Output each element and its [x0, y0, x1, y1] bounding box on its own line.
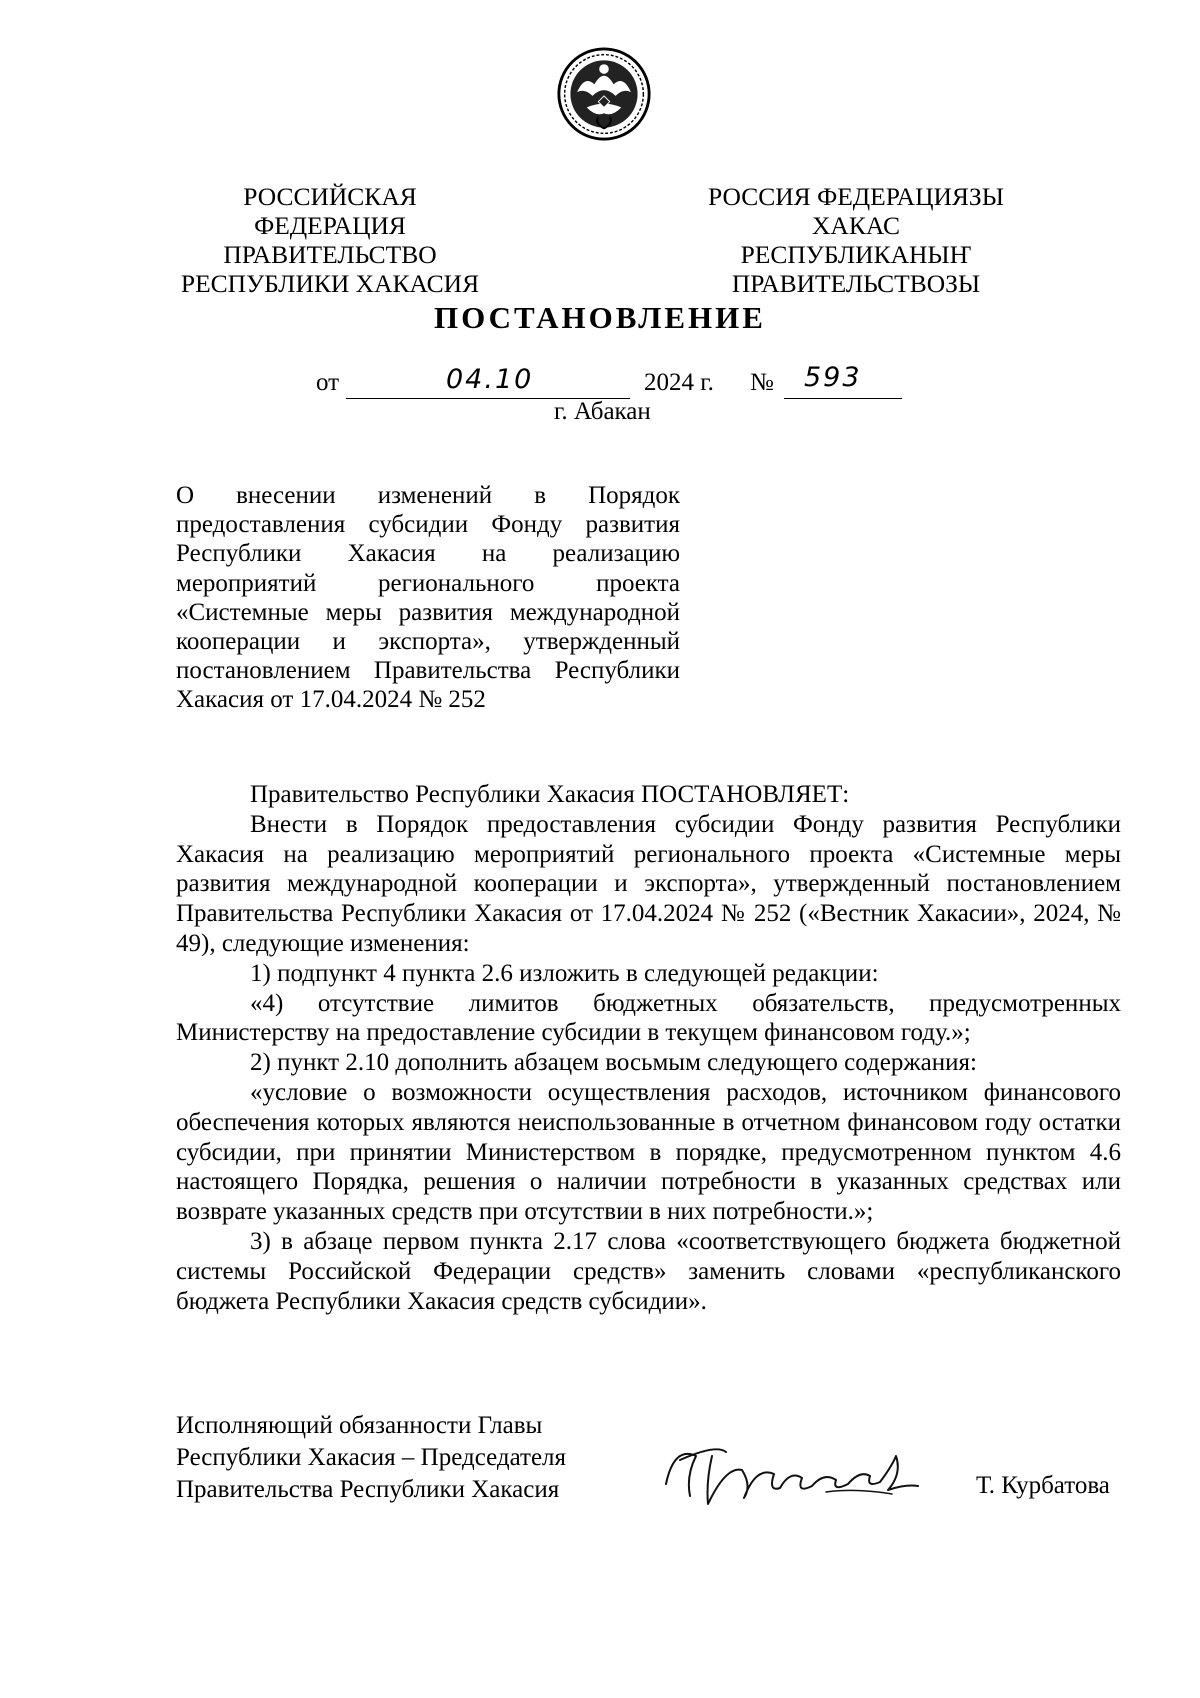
date-handwritten: 04.10	[446, 364, 534, 395]
number-handwritten: 593	[804, 362, 862, 393]
number-underline	[784, 398, 902, 399]
header-left-line-1: РОССИЙСКАЯ ФЕДЕРАЦИЯ	[243, 182, 417, 240]
body-paragraph: Правительство Республики Хакасия ПОСТАНОВЛЯЕТ:	[250, 781, 850, 808]
header-right-line-3: ПРАВИТЕЛЬСТВОЗЫ	[731, 269, 981, 298]
signatory-position-line-2: Республики Хакасия – Председателя	[176, 1444, 567, 1471]
document-body	[176, 780, 1121, 1316]
header-left-line-3: РЕСПУБЛИКИ ХАКАСИЯ	[180, 269, 480, 298]
header-right-line-1: РОССИЯ ФЕДЕРАЦИЯЗЫ	[708, 182, 1004, 211]
number-label: №	[750, 369, 774, 396]
year-text: 2024 г.	[644, 369, 714, 396]
body-paragraph: 1) подпункт 4 пункта 2.6 изложить в следующей редакции:	[250, 959, 879, 987]
signatory-position-line-3: Правительства Республики Хакасия	[176, 1476, 560, 1503]
document-subject: О внесении изменений в Порядок предоставления субсидии Фонду развития Республики Хакасия на реализацию мероприятий регионального проекта «Системные меры развития международной кооперации и экспорта», утвержденный постановлением Правительства Республики Хакасия от 17.04.2024 № 252	[176, 482, 680, 714]
date-prefix: от	[316, 369, 340, 396]
header-right-line-2: ХАКАС РЕСПУБЛИКАНЫҤ	[740, 211, 972, 269]
document-title: ПОСТАНОВЛЕНИЕ	[434, 300, 766, 335]
body-paragraph: «4) отсутствие лимитов бюджетных обязательств, предусмотренных Министерству на предоставление субсидии в текущем финансовом году.»;	[176, 989, 1121, 1047]
signatory-position-line-1: Исполняющий обязанности Главы	[176, 1412, 543, 1439]
body-paragraph: «условие о возможности осуществления расходов, источником финансового обеспечения которых являются неиспользованные в отчетном финансовом году остатки субсидии, при принятии Министерством в порядке, предусмотренном пунктом 4.6 настоящего Порядка, решения о наличии потребности в указанных средствах или возврате указанных средств при отсутствии в них потребности.»;	[176, 1078, 1121, 1226]
body-paragraph: 2) пункт 2.10 дополнить абзацем восьмым следующего содержания:	[250, 1049, 977, 1077]
coat-of-arms-emblem	[556, 46, 652, 142]
header-right-block	[696, 182, 1016, 298]
handwritten-signature	[656, 1426, 926, 1514]
header-left-block	[170, 182, 490, 298]
city-text: г. Абакан	[554, 398, 651, 425]
header-left-line-2: ПРАВИТЕЛЬСТВО	[223, 240, 437, 269]
body-paragraph: 3) в абзаце первом пункта 2.17 слова «соответствующего бюджета бюджетной системы Российской Федерации средств» заменить словами «республиканского бюджета Республики Хакасия средств субсидии».	[176, 1227, 1121, 1315]
signatory-position	[176, 1410, 606, 1506]
body-paragraph: Внести в Порядок предоставления субсидии Фонду развития Республики Хакасия на реализацию мероприятий регионального проекта «Системные меры развития международной кооперации и экспорта», утвержденный постановлением Правительства Республики Хакасия от 17.04.2024 № 252 («Вестник Хакасии», 2024, № 49), следующие изменения:	[176, 810, 1121, 957]
signatory-name: Т. Курбатова	[976, 1472, 1110, 1499]
